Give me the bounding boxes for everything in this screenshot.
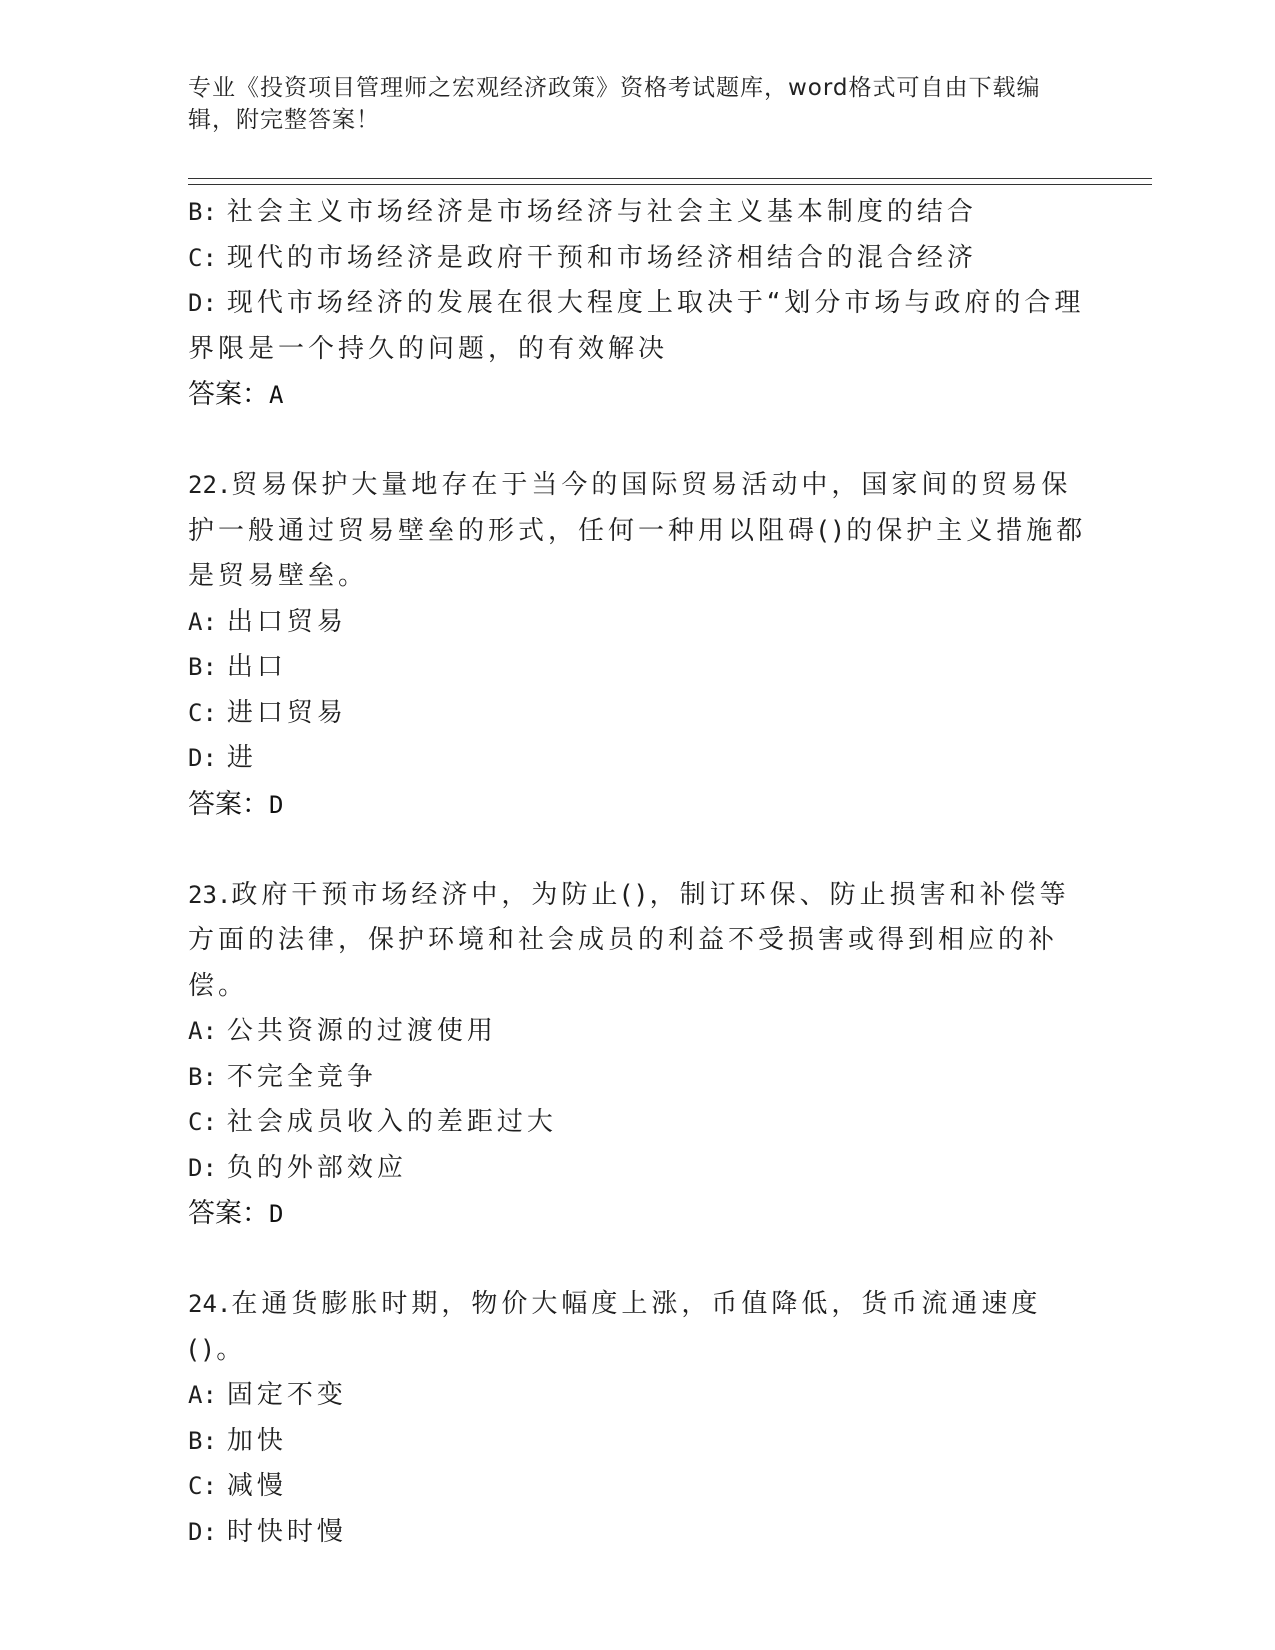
option-letter: C:	[188, 243, 217, 272]
option-letter: B:	[188, 1426, 217, 1455]
question-23	[188, 873, 1088, 1238]
option-letter: B:	[188, 198, 217, 226]
answer-value: D	[269, 790, 284, 819]
option-text: 不完全竞争	[226, 1061, 377, 1092]
option-text: 减慢	[226, 1471, 287, 1501]
answer-line	[188, 782, 1088, 828]
answer-line	[188, 1191, 1088, 1237]
option-d	[188, 1146, 1088, 1192]
option-text: 加快	[226, 1425, 287, 1456]
option-c	[188, 691, 1088, 737]
question-stem	[188, 463, 1088, 600]
option-text: 进	[226, 743, 257, 773]
option-text: 社会成员收入的差距过大	[226, 1107, 557, 1137]
option-text: 进口贸易	[226, 697, 347, 728]
option-a	[188, 1373, 1088, 1419]
option-text: 出口	[226, 652, 287, 682]
question-text: 贸易保护大量地存在于当今的国际贸易活动中，国家间的贸易保护一般通过贸易壁垒的形式，任何一种用以阻碍()的保护主义措施都是贸易壁垒。	[188, 470, 1087, 591]
option-text: 公共资源的过渡使用	[226, 1016, 497, 1046]
option-letter: C:	[188, 698, 217, 727]
question-number: 22.	[188, 471, 232, 499]
option-text: 出口贸易	[226, 606, 347, 637]
option-letter: A:	[188, 1017, 217, 1045]
answer-label: 答案：	[188, 379, 269, 410]
option-letter: C:	[188, 1108, 217, 1136]
option-letter: C:	[188, 1472, 217, 1500]
page-header: 专业《投资项目管理师之宏观经济政策》资格考试题库，word格式可自由下载编辑，附完整答案！	[188, 75, 1041, 133]
question-24	[188, 1282, 1088, 1555]
option-b	[188, 190, 1088, 236]
option-text: 负的外部效应	[226, 1152, 407, 1183]
header-divider	[188, 178, 1152, 185]
question-text: 在通货膨胀时期，物价大幅度上涨，币值降低，货币流通速度()。	[188, 1289, 1042, 1365]
answer-line	[188, 372, 1088, 418]
answer-label: 答案：	[188, 1198, 269, 1229]
question-number: 23.	[188, 880, 232, 909]
question-stem	[188, 1282, 1088, 1373]
option-c	[188, 1464, 1088, 1510]
option-letter: D:	[188, 289, 217, 317]
option-letter: D:	[188, 1517, 217, 1546]
option-d	[188, 281, 1088, 372]
option-a	[188, 1009, 1088, 1055]
option-letter: A:	[188, 607, 217, 636]
question-stem	[188, 873, 1088, 1010]
option-letter: A:	[188, 1381, 217, 1409]
option-c	[188, 1100, 1088, 1146]
answer-value: A	[269, 381, 284, 409]
option-text: 固定不变	[226, 1380, 347, 1410]
option-b	[188, 645, 1088, 691]
option-text: 现代市场经济的发展在很大程度上取决于“划分市场与政府的合理界限是一个持久的问题，的有效解决	[188, 288, 1085, 364]
option-d	[188, 736, 1088, 782]
option-letter: D:	[188, 744, 217, 772]
question-number: 24.	[188, 1290, 232, 1318]
option-d	[188, 1510, 1088, 1556]
document-body	[188, 190, 1088, 1555]
option-b	[188, 1419, 1088, 1465]
answer-value: D	[269, 1200, 284, 1228]
question-text: 政府干预市场经济中，为防止()，制订环保、防止损害和补偿等方面的法律，保护环境和社会成员的利益不受损害或得到相应的补偿。	[188, 879, 1070, 1001]
option-a	[188, 600, 1088, 646]
option-text: 社会主义市场经济是市场经济与社会主义基本制度的结合	[226, 197, 977, 227]
option-c	[188, 236, 1088, 282]
option-letter: B:	[188, 653, 217, 681]
option-b	[188, 1055, 1088, 1101]
option-text: 现代的市场经济是政府干预和市场经济相结合的混合经济	[226, 242, 977, 273]
question-22	[188, 463, 1088, 828]
option-text: 时快时慢	[226, 1516, 347, 1547]
question-21-continued	[188, 190, 1088, 418]
answer-label: 答案：	[188, 788, 269, 820]
option-letter: B:	[188, 1062, 217, 1091]
option-letter: D:	[188, 1153, 217, 1182]
